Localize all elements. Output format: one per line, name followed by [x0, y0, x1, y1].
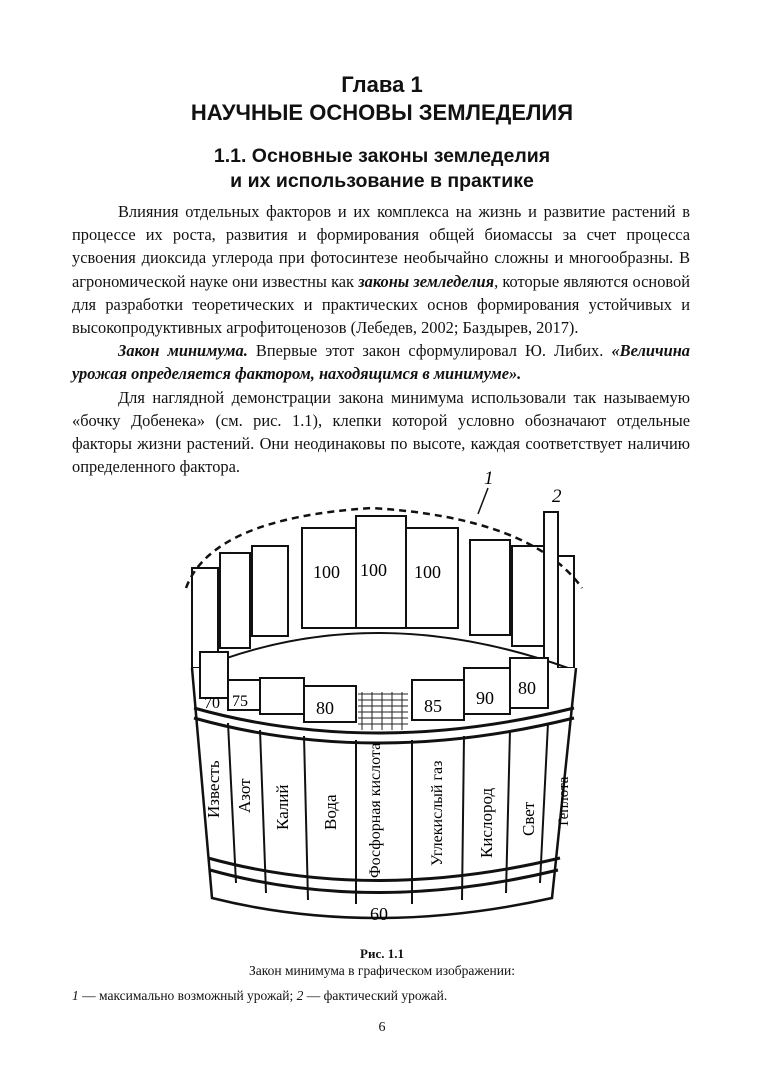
stave-label-nitrogen: Азот	[235, 778, 254, 813]
stave-value: 80	[316, 698, 334, 718]
stave-label-water: Вода	[321, 794, 340, 830]
front-stave-top	[260, 678, 304, 714]
back-stave	[220, 553, 250, 648]
stave-value: 90	[476, 688, 494, 708]
p1-start: Влияния отдельных факторов и их комплекса на жизнь и развитие растений в процессе их роста, развития и формирования общей биомассы за счет процесса усвоения диоксида углерода при фотосинтезе необычайно сложны и многообразны. В агрономической науке они известны как	[72, 202, 690, 291]
stave-label-heat: Теплота	[556, 776, 572, 828]
paragraph-2	[72, 339, 690, 385]
term-laws-of-farming: законы земледелия	[358, 271, 495, 291]
stave-label-phosphoric-acid: Фосфорная кислота	[367, 742, 384, 878]
body-text	[72, 200, 690, 478]
stave-label-potassium: Калий	[273, 784, 292, 830]
stave-value: 75	[232, 693, 248, 710]
back-stave	[512, 546, 546, 646]
law-quote: «Величина урожая определяется фактором, находящимся в минимуме».	[72, 341, 690, 384]
back-stave	[470, 540, 510, 635]
dobeneck-barrel-figure	[172, 468, 592, 948]
figure-caption: Закон минимума в графическом изображении:	[249, 963, 515, 978]
stave-label-oxygen: Кислород	[477, 787, 496, 858]
chapter-title: НАУЧНЫЕ ОСНОВЫ ЗЕМЛЕДЕЛИЯ	[190, 100, 574, 125]
p1-end: , которые являются основой для разработки теоретических и практических основ формирования устойчивых и высокопродуктивных агрофитоценозов (Лебедев, 2002; Баздырев, 2017).	[72, 271, 690, 338]
front-stave-top	[200, 652, 228, 698]
back-value: 100	[360, 560, 387, 580]
stave-value: 85	[424, 696, 442, 716]
stave-label-light: Свет	[519, 801, 538, 836]
stave-value: 80	[518, 678, 536, 698]
stave-label-lime: Известь	[204, 760, 223, 818]
back-value: 100	[313, 562, 340, 582]
marker-2: 2	[552, 486, 562, 507]
legend-1-number: 1	[72, 988, 79, 1003]
legend-2-text: — фактический урожай.	[303, 988, 448, 1003]
page-number: 6	[378, 1020, 386, 1035]
stave-label-co2: Углекислый газ	[429, 760, 446, 866]
stave-value: 70	[204, 695, 220, 712]
paragraph-1	[72, 200, 690, 339]
figure-number: Рис. 1.1	[360, 946, 404, 961]
back-value: 100	[414, 562, 441, 582]
back-stave	[252, 546, 288, 636]
legend-2-number: 2	[296, 988, 304, 1003]
marker-1: 1	[484, 468, 494, 489]
paragraph-3: Для наглядной демонстрации закона минимума использовали так называемую «бочку Добенека» (см. рис. 1.1), клепки которой условно обозначают отдельные факторы жизни растений. Они неодинаковы по высоте, каждая соответствует наличию определенного фактора.	[72, 387, 690, 477]
term-law-of-minimum: Закон минимума.	[118, 341, 248, 361]
p2-mid: Впервые этот закон сформулировал Ю. Либих.	[247, 341, 612, 361]
legend-1-text: — максимально возможный урожай;	[78, 988, 297, 1003]
bottom-value: 60	[370, 904, 388, 924]
section-title-line2: и их использование в практике	[230, 170, 534, 192]
figure-legend	[72, 988, 692, 1004]
chapter-number: Глава 1	[341, 72, 423, 97]
section-title-line1: 1.1. Основные законы земледелия	[213, 145, 551, 167]
